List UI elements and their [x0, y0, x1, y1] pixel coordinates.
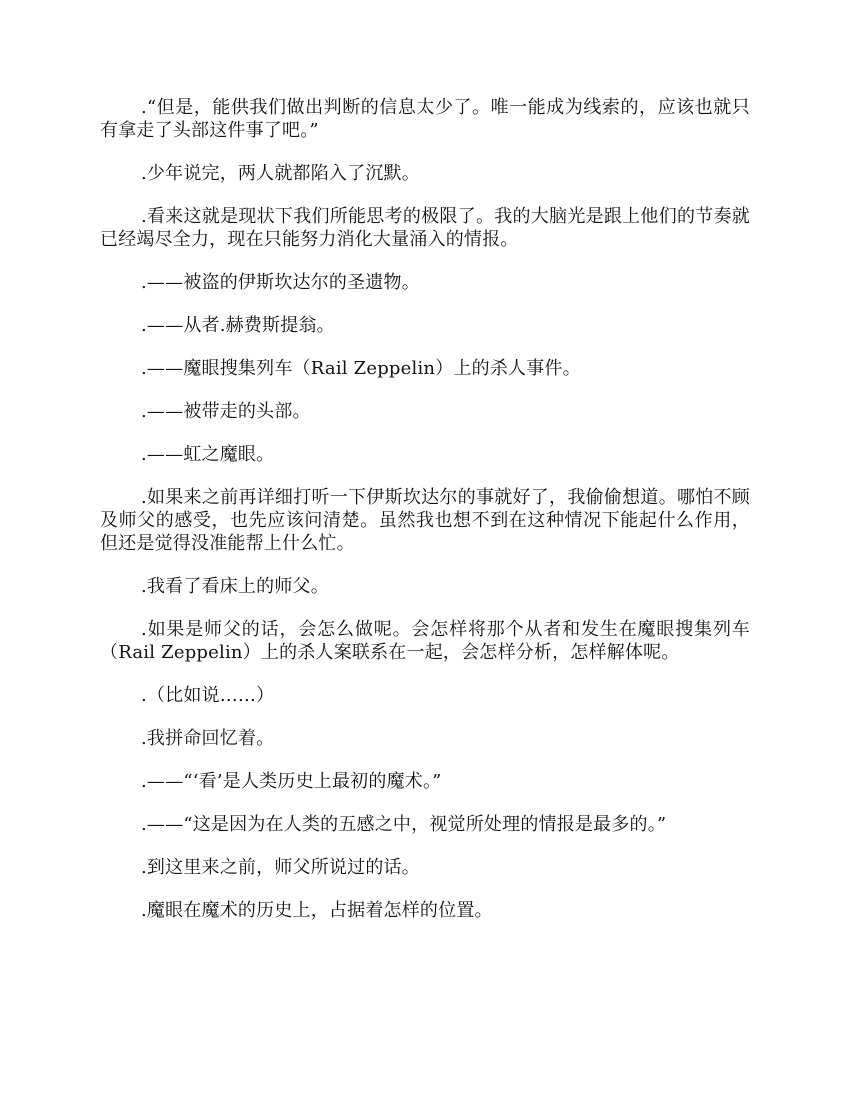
paragraph: .——从者.赫费斯提翁。 [141, 315, 335, 336]
paragraph: .“但是，能供我们做出判断的信息太少了。唯一能成为线索的，应该也就只有拿走了头部这件事了吧。” [100, 97, 750, 141]
paragraph: .我看了看床上的师父。 [141, 576, 329, 597]
paragraph: .看来这就是现状下我们所能思考的极限了。我的大脑光是跟上他们的节奏就已经竭尽全力，现在只能努力消化大量涌入的情报。 [100, 206, 750, 250]
paragraph: .如果是师父的话，会怎么做呢。会怎样将那个从者和发生在魔眼搜集列车（Rail Zeppelin）上的杀人案联系在一起，会怎样分析，怎样解体呢。 [100, 619, 750, 663]
paragraph: .——被盗的伊斯坎达尔的圣遗物。 [141, 272, 420, 293]
paragraph: .如果来之前再详细打听一下伊斯坎达尔的事就好了，我偷偷想道。哪怕不顾及师父的感受，也先应该问清楚。虽然我也想不到在这种情况下能起什么作用，但还是觉得没准能帮上什么忙。 [100, 487, 750, 554]
paragraph: .——“‘看’是人类历史上最初的魔术。” [141, 771, 442, 792]
paragraph: .魔眼在魔术的历史上，占据着怎样的位置。 [141, 900, 493, 921]
paragraph: .到这里来之前，师父所说过的话。 [141, 857, 420, 878]
paragraph: .我拼命回忆着。 [141, 728, 275, 749]
paragraph: .——“这是因为在人类的五感之中，视觉所处理的情报是最多的。” [141, 814, 667, 835]
paragraph: .（比如说……） [141, 685, 275, 706]
paragraph: .少年说完，两人就都陷入了沉默。 [141, 163, 420, 184]
paragraph: .——魔眼搜集列车（Rail Zeppelin）上的杀人事件。 [141, 358, 581, 379]
paragraph: .——被带走的头部。 [141, 401, 311, 422]
paragraph: .——虹之魔眼。 [141, 444, 275, 465]
document-page [100, 96, 750, 942]
